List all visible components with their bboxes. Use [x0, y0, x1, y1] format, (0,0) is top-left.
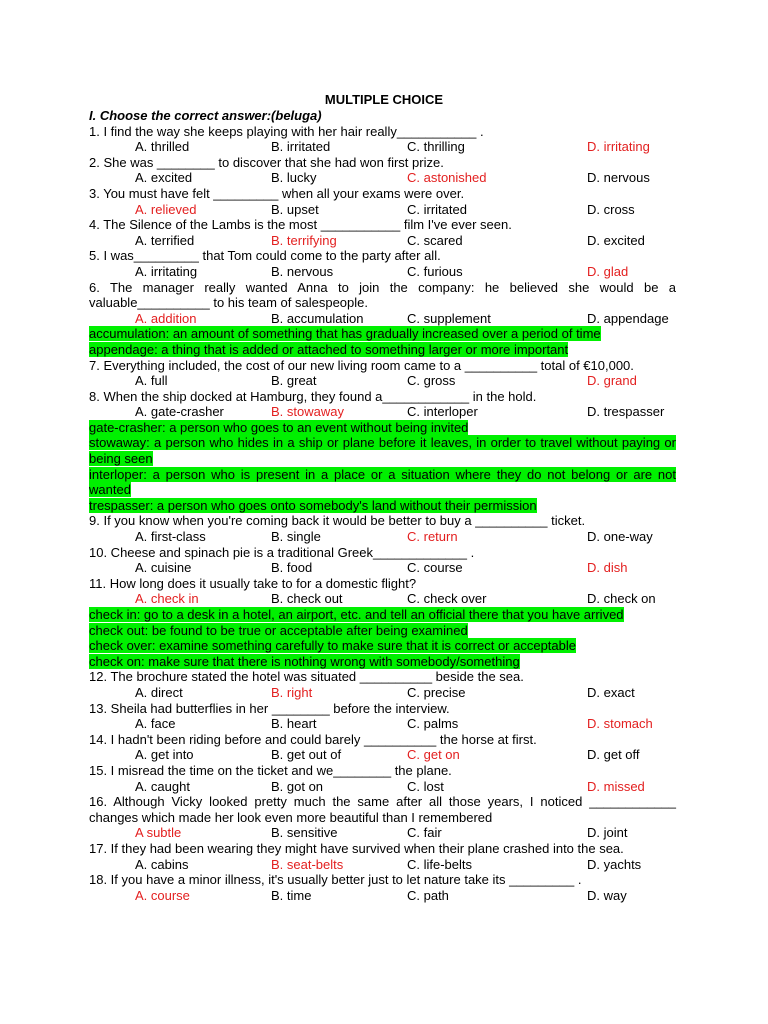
correct-answer-option: A. check in — [135, 591, 199, 607]
vocabulary-note — [89, 623, 676, 639]
correct-answer-option: D. dish — [587, 560, 628, 576]
answer-option: C. palms — [407, 716, 459, 732]
correct-answer-option: D. missed — [587, 778, 645, 794]
answer-option: C. check over — [407, 591, 487, 607]
answer-options — [89, 139, 676, 155]
answer-option: A. first-class — [135, 529, 206, 545]
correct-answer-option: C. get on — [407, 747, 460, 763]
correct-answer-option: D. stomach — [587, 716, 653, 732]
question-text: 17. If they had been wearing they might have survived when their plane crashed into the sea. — [89, 840, 624, 856]
vocabulary-note — [89, 467, 676, 498]
answer-option: B. great — [271, 373, 317, 389]
answer-option: C. fair — [407, 825, 442, 841]
answer-options — [89, 373, 676, 389]
answer-option: D. check on — [587, 591, 656, 607]
answer-option: B. heart — [271, 716, 317, 732]
answer-options — [89, 529, 676, 545]
correct-answer-option: A. course — [135, 887, 190, 903]
question-text: 11. How long does it usually take to for a domestic flight? — [89, 575, 417, 591]
correct-answer-option: A subtle — [135, 825, 182, 841]
question-text: 16. Although Vicky looked pretty much the same after all those years, I noticed ____________ changes which made her look even more beautiful than I remembered — [89, 794, 676, 825]
answer-option: B. irritated — [271, 139, 331, 155]
answer-option: D. get off — [587, 747, 640, 763]
question-text: 4. The Silence of the Lambs is the most ___________ film I've ever seen. — [89, 217, 512, 233]
question-text: 8. When the ship docked at Hamburg, they found a____________ in the hold. — [89, 388, 537, 404]
question-text: 1. I find the way she keeps playing with her hair really___________ . — [89, 123, 484, 139]
answer-option: B. time — [271, 887, 312, 903]
highlighted-definition: check over: examine something carefully to make sure that it is correct or acceptable — [89, 638, 576, 654]
question-text: 5. I was_________ that Tom could come to the party after all. — [89, 248, 441, 264]
question-text: 2. She was ________ to discover that she had won first prize. — [89, 154, 444, 170]
answer-option: B. food — [271, 560, 313, 576]
answer-options — [89, 311, 676, 327]
question-list — [89, 108, 676, 903]
answer-options — [89, 825, 676, 841]
answer-option: C. supplement — [407, 310, 491, 326]
question-text: 15. I misread the time on the ticket and we________ the plane. — [89, 762, 452, 778]
highlighted-definition: interloper: a person who is present in a place or a situation where they do not belong or are not wanted — [89, 466, 676, 498]
answer-option: C. scared — [407, 232, 463, 248]
correct-answer-option: D. irritating — [587, 139, 650, 155]
answer-options — [89, 233, 676, 249]
section-heading: I. Choose the correct answer:(beluga) — [89, 108, 322, 123]
correct-answer-option: A. relieved — [135, 201, 197, 217]
answer-option: A. excited — [135, 170, 193, 186]
vocabulary-note — [89, 342, 676, 358]
answer-options — [89, 779, 676, 795]
highlighted-definition: check in: go to a desk in a hotel, an airport, etc. and tell an official there that you have arrived — [89, 607, 624, 622]
answer-option: D. exact — [587, 684, 635, 700]
answer-option: C. lost — [407, 778, 444, 794]
answer-option: A. terrified — [135, 232, 195, 248]
answer-option: B. lucky — [271, 170, 317, 186]
vocabulary-note — [89, 638, 676, 654]
answer-option: D. yachts — [587, 856, 642, 872]
correct-answer-option: B. right — [271, 684, 313, 700]
answer-options — [89, 591, 676, 607]
answer-option: B. single — [271, 529, 321, 545]
vocabulary-note — [89, 607, 676, 623]
answer-option: A. face — [135, 716, 176, 732]
question-text: 3. You must have felt _________ when all your exams were over. — [89, 185, 465, 201]
highlighted-definition: appendage: a thing that is added or attached to something larger or more important — [89, 341, 569, 357]
answer-option: C. precise — [407, 684, 466, 700]
question-text: 6. The manager really wanted Anna to join the company: he believed she would be a valuable__________ to his team of salespeople. — [89, 279, 676, 311]
answer-option: A. gate-crasher — [135, 404, 224, 420]
answer-option: D. way — [587, 887, 627, 903]
vocabulary-note — [89, 498, 676, 514]
correct-answer-option: C. astonished — [407, 170, 487, 186]
question-text: 13. Sheila had butterflies in her ________ before the interview. — [89, 700, 450, 716]
highlighted-definition: accumulation: an amount of something that has gradually increased over a period of time — [89, 326, 601, 342]
correct-answer-option: D. grand — [587, 373, 637, 389]
answer-option: B. accumulation — [271, 310, 364, 326]
highlighted-definition: stowaway: a person who hides in a ship or plane before it leaves, in order to travel without paying or being seen — [89, 435, 676, 467]
answer-option: B. nervous — [271, 263, 334, 279]
answer-option: D. one-way — [587, 529, 653, 545]
highlighted-definition: gate-crasher: a person who goes to an event without being invited — [89, 419, 469, 435]
answer-option: B. sensitive — [271, 825, 338, 841]
question-text: 18. If you have a minor illness, it's usually better just to let nature take its _________ . — [89, 872, 582, 888]
correct-answer-option: C. return — [407, 529, 458, 545]
highlighted-definition: trespasser: a person who goes onto somebody's land without their permission — [89, 497, 537, 513]
answer-options — [89, 716, 676, 732]
answer-options — [89, 888, 676, 904]
answer-options — [89, 857, 676, 873]
answer-option: A. thrilled — [135, 139, 190, 155]
correct-answer-option: B. seat-belts — [271, 856, 344, 872]
answer-option: A. caught — [135, 778, 190, 794]
answer-option: C. path — [407, 887, 449, 903]
question-text: 10. Cheese and spinach pie is a traditional Greek_____________ . — [89, 544, 475, 560]
highlighted-definition: check on: make sure that there is nothing wrong with somebody/something — [89, 653, 520, 669]
answer-option: A. get into — [135, 747, 194, 763]
answer-option: C. interloper — [407, 404, 478, 420]
answer-option: B. get out of — [271, 747, 342, 763]
answer-options — [89, 685, 676, 701]
question-text: 9. If you know when you're coming back it would be better to buy a __________ ticket. — [89, 513, 586, 529]
answer-option: D. nervous — [587, 170, 650, 186]
question-text: 14. I hadn't been riding before and could barely __________ the horse at first. — [89, 731, 537, 747]
answer-option: D. excited — [587, 232, 645, 248]
answer-option: B. got on — [271, 778, 324, 794]
answer-option: D. joint — [587, 825, 628, 841]
vocabulary-note — [89, 420, 676, 436]
answer-option: D. appendage — [587, 310, 669, 326]
answer-option: D. cross — [587, 201, 635, 217]
question-text: 7. Everything included, the cost of our new living room came to a __________ total of €10,000. — [89, 357, 634, 373]
vocabulary-note — [89, 654, 676, 670]
answer-option: C. life-belts — [407, 856, 473, 872]
answer-option: A. irritating — [135, 263, 198, 279]
page-title: MULTIPLE CHOICE — [324, 92, 444, 107]
vocabulary-note — [89, 326, 676, 342]
answer-options — [89, 264, 676, 280]
answer-option: D. trespasser — [587, 404, 665, 420]
answer-option: B. upset — [271, 201, 319, 217]
answer-option: C. thrilling — [407, 139, 465, 155]
answer-options — [89, 202, 676, 218]
answer-option: A. cuisine — [135, 560, 192, 576]
highlighted-definition: check out: be found to be true or acceptable after being examined — [89, 622, 468, 638]
correct-answer-option: B. terrifying — [271, 232, 337, 248]
answer-options — [89, 404, 676, 420]
correct-answer-option: A. addition — [135, 310, 197, 326]
answer-options — [89, 747, 676, 763]
question-text: 12. The brochure stated the hotel was situated __________ beside the sea. — [89, 669, 524, 685]
answer-option: A. direct — [135, 684, 183, 700]
answer-option: C. irritated — [407, 201, 467, 217]
answer-option: C. gross — [407, 373, 456, 389]
answer-option: A. full — [135, 373, 168, 389]
answer-options — [89, 170, 676, 186]
vocabulary-note — [89, 435, 676, 466]
correct-answer-option: B. stowaway — [271, 404, 344, 420]
answer-options — [89, 560, 676, 576]
answer-option: A. cabins — [135, 856, 189, 872]
answer-option: C. furious — [407, 263, 463, 279]
correct-answer-option: D. glad — [587, 263, 629, 279]
answer-option: B. check out — [271, 591, 343, 607]
answer-option: C. course — [407, 560, 463, 576]
